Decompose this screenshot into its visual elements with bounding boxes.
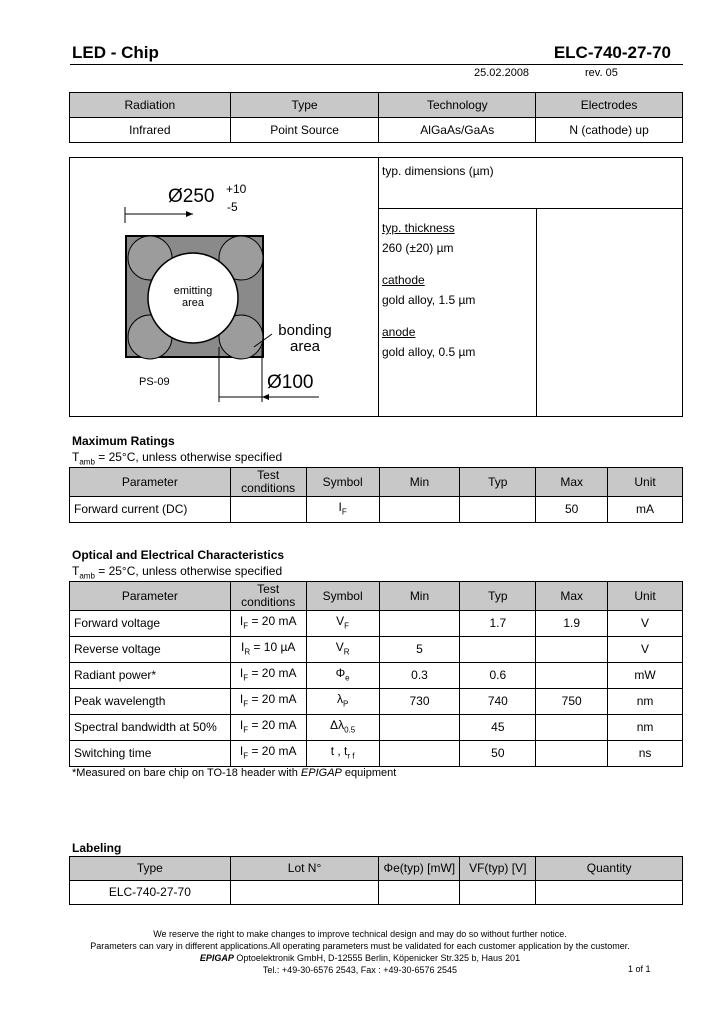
oe-header-max: Max (536, 582, 608, 611)
table-row (70, 663, 683, 689)
dim-100-label: Ø100 (267, 372, 314, 393)
oe-sym-main: Δλ (330, 717, 345, 732)
tolerance-minus: -5 (227, 200, 238, 214)
oe-sym-main: t , t (330, 743, 348, 758)
mr-header-max: Max (536, 468, 608, 497)
mr-header-unit: Unit (608, 468, 683, 497)
max-ratings-conditions (72, 450, 282, 466)
oe-cond (230, 741, 306, 767)
max-ratings-table (69, 467, 683, 523)
date: 25.02.2008 (474, 67, 530, 79)
bonding-label-line2: area (289, 338, 321, 355)
oe-cond (230, 637, 306, 663)
oe-cond (230, 611, 306, 637)
summary-type: Point Source (230, 118, 379, 143)
box-divider-2 (536, 208, 537, 417)
mr-param: Forward current (DC) (70, 497, 231, 523)
mr-unit: mA (608, 497, 683, 523)
header-rule (70, 64, 683, 65)
footer-address: Optoelektronik GmbH, D-12555 Berlin, Köpenicker Str.325 b, Haus 201 (233, 953, 521, 963)
lab-phi (379, 881, 460, 905)
part-number: ELC-740-27-70 (553, 43, 671, 62)
mr-header-parameter: Parameter (70, 468, 231, 497)
page-number: 1 of 1 (628, 964, 651, 974)
oe-sym-sub: P (342, 699, 349, 709)
footer-brand: EPIGAP (199, 953, 234, 963)
table-row (70, 611, 683, 637)
oe-sym-sub: e (345, 673, 350, 683)
oe-header-conditions: Test conditions (230, 582, 306, 611)
footnote-post: equipment (341, 767, 397, 779)
revision: rev. 05 (585, 67, 618, 79)
oe-cond-sub: R (244, 647, 251, 657)
oe-cond-rest: = 20 mA (248, 613, 297, 628)
oe-max (536, 741, 608, 767)
oe-param: Radiant power* (70, 663, 231, 689)
oe-sym-sub: R (343, 647, 350, 657)
summary-radiation: Infrared (70, 118, 231, 143)
oe-typ: 0.6 (460, 663, 536, 689)
mr-sym-sub: F (341, 507, 347, 517)
mr-header-symbol: Symbol (306, 468, 379, 497)
dim-arrow-100 (262, 394, 269, 400)
tolerance-plus: +10 (226, 182, 247, 196)
oe-header-parameter: Parameter (70, 582, 231, 611)
oe-unit: nm (608, 715, 683, 741)
oe-max (536, 715, 608, 741)
oe-unit: mW (608, 663, 683, 689)
cond-sub: amb (79, 457, 95, 467)
summary-header-radiation: Radiation (70, 93, 231, 118)
dim-arrow-250 (186, 211, 193, 217)
oe-min (379, 611, 460, 637)
oe-sym-main: V (335, 639, 344, 654)
oe-min (379, 741, 460, 767)
oe-param: Reverse voltage (70, 637, 231, 663)
oe-max (536, 663, 608, 689)
table-row (70, 741, 683, 767)
footer-line4: Tel.: +49-30-6576 2543, Fax : +49-30-6576 2545 (262, 965, 458, 975)
oe-sym-sub: F (344, 621, 350, 631)
oe-typ: 50 (460, 741, 536, 767)
opt-cond-sub: amb (79, 571, 95, 581)
footer-line1: We reserve the right to make changes to improve technical design and may do so without further notice. (153, 929, 567, 939)
lab-header-phi: Φe(typ) [mW] (379, 857, 460, 881)
oe-typ: 45 (460, 715, 536, 741)
table-row (70, 715, 683, 741)
oe-cond-main: I (240, 639, 245, 654)
oe-min (379, 715, 460, 741)
footer-line2: Parameters can vary in different applications.All operating parameters must be validated for each customer application by the customer. (90, 941, 630, 951)
oe-cond-rest: = 20 mA (248, 665, 297, 680)
lab-quantity (536, 881, 683, 905)
oe-min: 0.3 (379, 663, 460, 689)
cathode-value: gold alloy, 1.5 µm (382, 293, 476, 307)
emitting-label-line1: emitting (173, 285, 213, 297)
opt-cond-rest: = 25°C, unless otherwise specified (94, 564, 283, 578)
oe-header-unit: Unit (608, 582, 683, 611)
table-row (70, 497, 683, 523)
summary-header-type: Type (230, 93, 379, 118)
footnote-brand: EPIGAP (300, 767, 342, 779)
oe-sym-main: V (336, 613, 345, 628)
oe-cond-sub: F (243, 673, 249, 683)
oe-symbol (306, 663, 379, 689)
emitting-label-line2: area (181, 297, 205, 309)
labeling-table (69, 856, 683, 905)
lab-header-quantity: Quantity (536, 857, 683, 881)
oe-typ: 740 (460, 689, 536, 715)
oe-cond-sub: F (243, 699, 249, 709)
lab-header-type: Type (70, 857, 231, 881)
oe-header-min: Min (379, 582, 460, 611)
oe-unit: ns (608, 741, 683, 767)
summary-table (69, 92, 683, 143)
anode-label: anode (382, 325, 416, 339)
lab-header-lot: Lot N° (230, 857, 379, 881)
cond-rest: = 25°C, unless otherwise specified (94, 450, 283, 464)
anode-value: gold alloy, 0.5 µm (382, 345, 476, 359)
oe-unit: V (608, 611, 683, 637)
oe-cond-sub: F (243, 725, 249, 735)
mr-header-typ: Typ (460, 468, 536, 497)
mr-header-conditions: Test conditions (230, 468, 306, 497)
emitting-area-label (163, 285, 223, 309)
oe-sym-main: Φ (335, 665, 346, 680)
footnote (72, 767, 396, 779)
optical-title: Optical and Electrical Characteristics (72, 548, 285, 562)
bonding-label-line1: bonding (278, 322, 332, 339)
table-row (70, 637, 683, 663)
oe-unit: V (608, 637, 683, 663)
oe-param: Switching time (70, 741, 231, 767)
bonding-area-label (272, 323, 338, 355)
mr-sym-main: I (338, 499, 342, 514)
max-ratings-title: Maximum Ratings (72, 434, 175, 448)
oe-param: Spectral bandwidth at 50% (70, 715, 231, 741)
oe-symbol (306, 689, 379, 715)
oe-max: 750 (536, 689, 608, 715)
oe-cond-main: I (239, 717, 244, 732)
summary-technology: AlGaAs/GaAs (379, 118, 536, 143)
oe-cond-main: I (239, 691, 244, 706)
oe-cond-rest: = 20 mA (248, 717, 297, 732)
oe-param: Forward voltage (70, 611, 231, 637)
optical-table (69, 581, 683, 767)
oe-max (536, 637, 608, 663)
oe-symbol (306, 637, 379, 663)
product-type: LED - Chip (72, 43, 159, 62)
cond-t: T (72, 450, 80, 464)
table-row (70, 881, 683, 905)
oe-cond-main: I (239, 665, 244, 680)
thickness-label: typ. thickness (382, 221, 455, 235)
chip-drawing (69, 157, 379, 417)
oe-header-symbol: Symbol (306, 582, 379, 611)
oe-symbol (306, 715, 379, 741)
oe-cond-rest: = 10 µA (250, 639, 296, 654)
summary-header-technology: Technology (379, 93, 536, 118)
oe-header-typ: Typ (460, 582, 536, 611)
lab-header-vf: VF(typ) [V] (460, 857, 536, 881)
oe-symbol (306, 741, 379, 767)
mr-header-min: Min (379, 468, 460, 497)
oe-cond-main: I (239, 743, 244, 758)
oe-typ: 1.7 (460, 611, 536, 637)
dim-250-label: Ø250 (168, 186, 215, 207)
mr-min (379, 497, 460, 523)
oe-unit: nm (608, 689, 683, 715)
box-divider-3 (378, 208, 683, 209)
oe-cond-sub: F (243, 621, 249, 631)
oe-max: 1.9 (536, 611, 608, 637)
package-label: PS-09 (139, 376, 170, 388)
summary-electrodes: N (cathode) up (536, 118, 683, 143)
oe-cond (230, 715, 306, 741)
table-row (70, 689, 683, 715)
mr-typ (460, 497, 536, 523)
lab-type: ELC-740-27-70 (70, 881, 231, 905)
optical-conditions (72, 564, 282, 580)
opt-cond-t: T (72, 564, 80, 578)
oe-cond (230, 663, 306, 689)
footnote-pre: *Measured on bare chip on TO-18 header with (72, 767, 301, 779)
oe-symbol (306, 611, 379, 637)
oe-cond-rest: = 20 mA (248, 743, 297, 758)
oe-cond (230, 689, 306, 715)
mr-symbol (306, 497, 379, 523)
oe-min: 5 (379, 637, 460, 663)
cathode-label: cathode (382, 273, 425, 287)
footer-line3 (0, 952, 720, 964)
oe-sym-sub: 0.5 (344, 725, 356, 735)
oe-cond-rest: = 20 mA (248, 691, 297, 706)
oe-param: Peak wavelength (70, 689, 231, 715)
oe-cond-main: I (239, 613, 244, 628)
lab-vf (460, 881, 536, 905)
mr-cond (230, 497, 306, 523)
oe-sym-main: λ (336, 691, 343, 706)
mr-max: 50 (536, 497, 608, 523)
oe-typ (460, 637, 536, 663)
lab-lot (230, 881, 379, 905)
thickness-value: 260 (±20) µm (382, 241, 454, 255)
oe-cond-sub: F (243, 751, 249, 761)
dimensions-title: typ. dimensions (µm) (382, 164, 494, 178)
summary-header-electrodes: Electrodes (536, 93, 683, 118)
labeling-title: Labeling (72, 841, 122, 855)
oe-sym-sub: r f (347, 751, 355, 761)
oe-min: 730 (379, 689, 460, 715)
